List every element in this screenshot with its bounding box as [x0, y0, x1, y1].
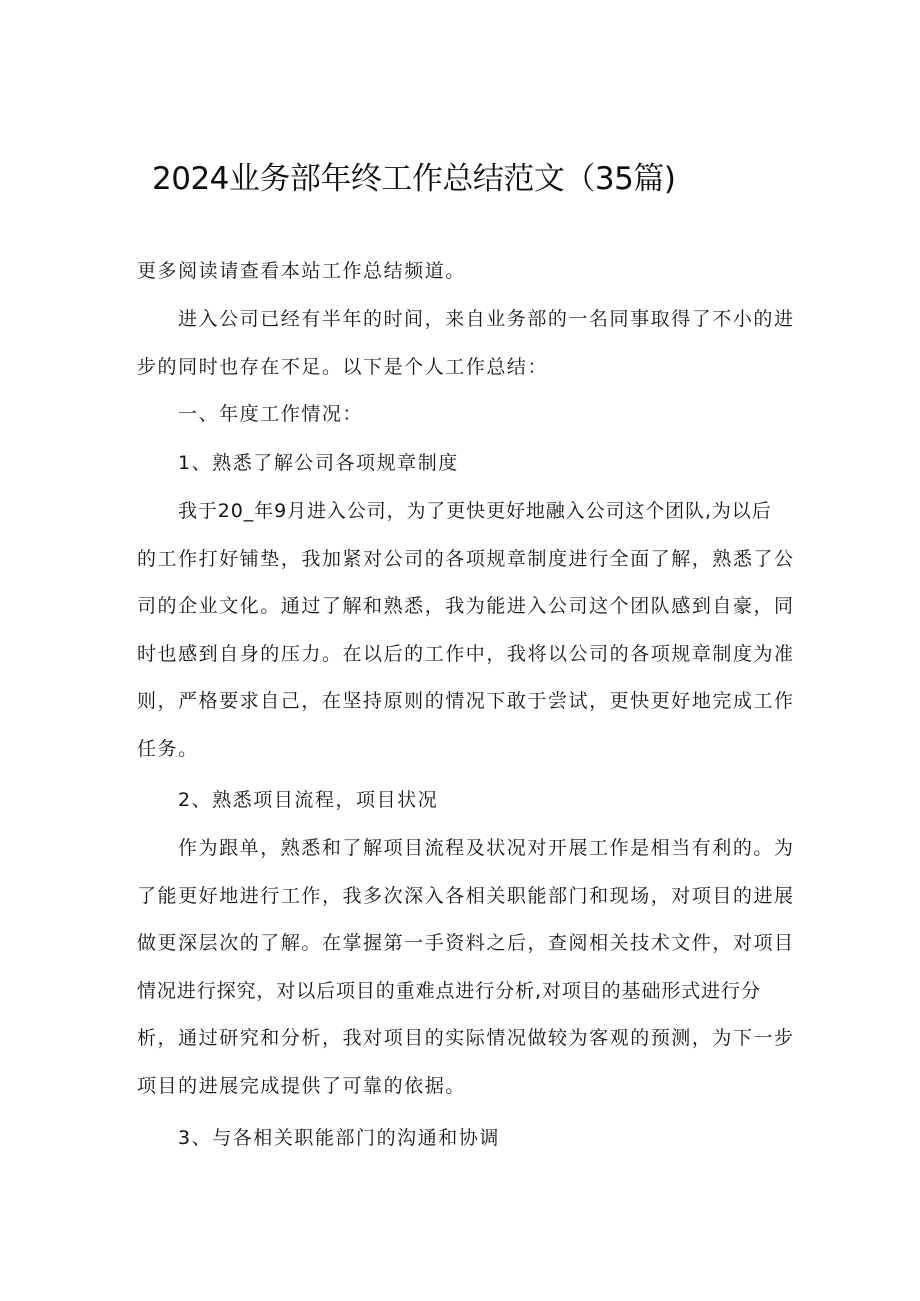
paragraph-line: 的工作打好铺垫，我加紧对公司的各项规章制度进行全面了解，熟悉了公 [137, 547, 795, 570]
paragraph-line: 则，严格要求自己，在坚持原则的情况下敢于尝试，更快更好地完成工作 [137, 690, 795, 712]
section-heading-annual-work: 一、年度工作情况： [178, 403, 363, 425]
paragraph-line: 时也感到自身的压力。在以后的工作中，我将以公司的各项规章制度为准 [137, 642, 795, 665]
paragraph-line: 任务。 [137, 737, 199, 760]
item-heading-communication: 3、与各相关职能部门的沟通和协调 [178, 1127, 500, 1149]
paragraph-line: 进入公司已经有半年的时间，来自业务部的一名同事取得了不小的进 [178, 308, 795, 330]
paragraph-line: 我于20_年9月进入公司，为了更快更好地融入公司这个团队,为以后 [178, 500, 772, 522]
paragraph-process [137, 825, 795, 1110]
paragraph-intro [137, 296, 795, 391]
paragraph-line: 司的企业文化。通过了解和熟悉，我为能进入公司这个团队感到自豪，同 [137, 595, 795, 617]
document-title: 2024业务部年终工作总结范文（35篇) [152, 161, 676, 197]
item-heading-rules: 1、熟悉了解公司各项规章制度 [178, 452, 459, 474]
item-heading-process: 2、熟悉项目流程，项目状况 [178, 789, 439, 811]
paragraph-line: 项目的进展完成提供了可靠的依据。 [137, 1074, 466, 1097]
intro-line: 更多阅读请查看本站工作总结频道。 [137, 260, 466, 282]
paragraph-line: 步的同时也存在不足。以下是个人工作总结： [137, 355, 549, 378]
paragraph-rules [137, 488, 795, 773]
paragraph-line: 析，通过研究和分析，我对项目的实际情况做较为客观的预测，为下一步 [137, 1027, 795, 1049]
paragraph-line: 情况进行探究，对以后项目的重难点进行分析,对项目的基础形式进行分 [137, 979, 761, 1002]
paragraph-line: 了能更好地进行工作，我多次深入各相关职能部门和现场，对项目的进展 [137, 884, 795, 907]
paragraph-line: 作为跟单，熟悉和了解项目流程及状况对开展工作是相当有利的。为 [178, 837, 795, 859]
paragraph-line: 做更深层次的了解。在掌握第一手资料之后，查阅相关技术文件，对项目 [137, 932, 795, 954]
